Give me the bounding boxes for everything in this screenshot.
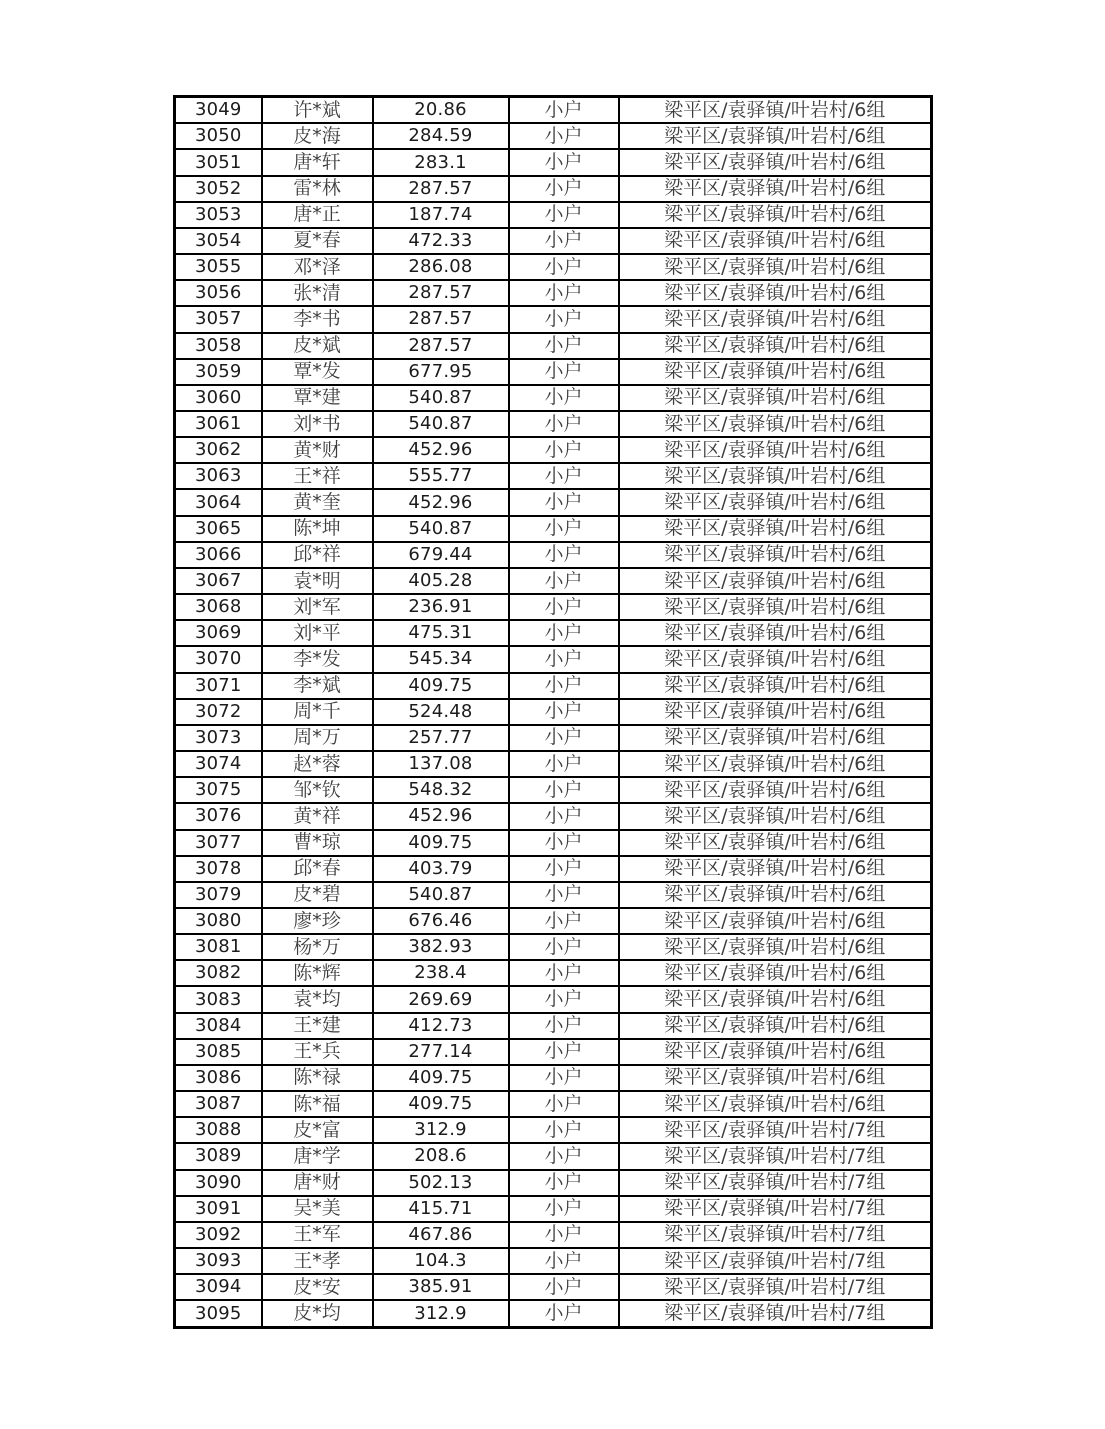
cell-name: 唐*学 [262, 1143, 373, 1169]
cell-household-type: 小户 [509, 620, 619, 646]
cell-area-value: 676.46 [373, 908, 509, 934]
cell-household-type: 小户 [509, 1222, 619, 1248]
cell-area-value: 283.1 [373, 149, 509, 175]
cell-name: 王*兵 [262, 1039, 373, 1065]
cell-household-type: 小户 [509, 280, 619, 306]
cell-name: 皮*均 [262, 1300, 373, 1327]
cell-id: 3062 [175, 437, 262, 463]
cell-area-value: 540.87 [373, 882, 509, 908]
cell-name: 陈*福 [262, 1091, 373, 1117]
cell-id: 3080 [175, 908, 262, 934]
cell-name: 覃*建 [262, 385, 373, 411]
cell-id: 3054 [175, 228, 262, 254]
table-row [175, 1196, 932, 1222]
cell-name: 袁*明 [262, 568, 373, 594]
cell-address: 梁平区/袁驿镇/叶岩村/6组 [619, 777, 932, 803]
cell-id: 3070 [175, 646, 262, 672]
cell-household-type: 小户 [509, 1274, 619, 1300]
cell-household-type: 小户 [509, 830, 619, 856]
cell-id: 3074 [175, 751, 262, 777]
cell-household-type: 小户 [509, 254, 619, 280]
cell-household-type: 小户 [509, 725, 619, 751]
cell-household-type: 小户 [509, 1117, 619, 1143]
table-row [175, 437, 932, 463]
cell-address: 梁平区/袁驿镇/叶岩村/6组 [619, 908, 932, 934]
cell-name: 袁*均 [262, 986, 373, 1012]
cell-household-type: 小户 [509, 856, 619, 882]
cell-household-type: 小户 [509, 777, 619, 803]
table-row [175, 803, 932, 829]
cell-id: 3077 [175, 830, 262, 856]
cell-address: 梁平区/袁驿镇/叶岩村/6组 [619, 1091, 932, 1117]
cell-area-value: 208.6 [373, 1143, 509, 1169]
cell-id: 3063 [175, 463, 262, 489]
cell-household-type: 小户 [509, 1170, 619, 1196]
cell-name: 廖*珍 [262, 908, 373, 934]
cell-name: 陈*辉 [262, 960, 373, 986]
table-row [175, 333, 932, 359]
cell-id: 3095 [175, 1300, 262, 1327]
cell-area-value: 257.77 [373, 725, 509, 751]
cell-name: 李*斌 [262, 673, 373, 699]
cell-id: 3060 [175, 385, 262, 411]
cell-address: 梁平区/袁驿镇/叶岩村/6组 [619, 620, 932, 646]
cell-address: 梁平区/袁驿镇/叶岩村/6组 [619, 463, 932, 489]
cell-address: 梁平区/袁驿镇/叶岩村/6组 [619, 306, 932, 332]
cell-id: 3075 [175, 777, 262, 803]
cell-name: 杨*万 [262, 934, 373, 960]
cell-area-value: 545.34 [373, 646, 509, 672]
cell-id: 3057 [175, 306, 262, 332]
cell-household-type: 小户 [509, 228, 619, 254]
cell-id: 3088 [175, 1117, 262, 1143]
cell-id: 3055 [175, 254, 262, 280]
cell-household-type: 小户 [509, 1143, 619, 1169]
cell-household-type: 小户 [509, 1248, 619, 1274]
table-row [175, 176, 932, 202]
cell-household-type: 小户 [509, 908, 619, 934]
records-table-body [175, 97, 932, 1328]
cell-id: 3085 [175, 1039, 262, 1065]
cell-name: 刘*平 [262, 620, 373, 646]
cell-id: 3081 [175, 934, 262, 960]
cell-area-value: 452.96 [373, 437, 509, 463]
cell-name: 覃*发 [262, 359, 373, 385]
cell-area-value: 382.93 [373, 934, 509, 960]
table-row [175, 934, 932, 960]
table-sheet [173, 95, 933, 1329]
cell-id: 3053 [175, 202, 262, 228]
cell-area-value: 137.08 [373, 751, 509, 777]
cell-address: 梁平区/袁驿镇/叶岩村/7组 [619, 1196, 932, 1222]
cell-address: 梁平区/袁驿镇/叶岩村/6组 [619, 176, 932, 202]
cell-address: 梁平区/袁驿镇/叶岩村/6组 [619, 1013, 932, 1039]
cell-area-value: 403.79 [373, 856, 509, 882]
cell-id: 3051 [175, 149, 262, 175]
cell-name: 周*千 [262, 699, 373, 725]
cell-address: 梁平区/袁驿镇/叶岩村/6组 [619, 751, 932, 777]
cell-address: 梁平区/袁驿镇/叶岩村/6组 [619, 97, 932, 124]
table-row [175, 568, 932, 594]
cell-area-value: 385.91 [373, 1274, 509, 1300]
cell-household-type: 小户 [509, 803, 619, 829]
cell-address: 梁平区/袁驿镇/叶岩村/7组 [619, 1143, 932, 1169]
cell-name: 邓*泽 [262, 254, 373, 280]
table-row [175, 960, 932, 986]
cell-id: 3065 [175, 516, 262, 542]
cell-name: 黄*奎 [262, 489, 373, 515]
cell-name: 赵*蓉 [262, 751, 373, 777]
cell-name: 唐*轩 [262, 149, 373, 175]
table-row [175, 1013, 932, 1039]
cell-name: 王*孝 [262, 1248, 373, 1274]
cell-area-value: 540.87 [373, 516, 509, 542]
table-row [175, 254, 932, 280]
table-row [175, 1039, 932, 1065]
table-row [175, 1117, 932, 1143]
cell-id: 3082 [175, 960, 262, 986]
cell-area-value: 187.74 [373, 202, 509, 228]
cell-household-type: 小户 [509, 673, 619, 699]
cell-name: 唐*财 [262, 1170, 373, 1196]
cell-area-value: 286.08 [373, 254, 509, 280]
cell-household-type: 小户 [509, 385, 619, 411]
cell-household-type: 小户 [509, 489, 619, 515]
cell-name: 王*建 [262, 1013, 373, 1039]
table-row [175, 385, 932, 411]
cell-name: 许*斌 [262, 97, 373, 124]
cell-household-type: 小户 [509, 411, 619, 437]
cell-address: 梁平区/袁驿镇/叶岩村/6组 [619, 568, 932, 594]
table-row [175, 542, 932, 568]
cell-household-type: 小户 [509, 1091, 619, 1117]
cell-area-value: 409.75 [373, 1091, 509, 1117]
cell-address: 梁平区/袁驿镇/叶岩村/6组 [619, 516, 932, 542]
cell-name: 黄*祥 [262, 803, 373, 829]
cell-address: 梁平区/袁驿镇/叶岩村/6组 [619, 803, 932, 829]
cell-id: 3086 [175, 1065, 262, 1091]
cell-address: 梁平区/袁驿镇/叶岩村/6组 [619, 149, 932, 175]
cell-household-type: 小户 [509, 97, 619, 124]
cell-name: 夏*春 [262, 228, 373, 254]
cell-household-type: 小户 [509, 882, 619, 908]
cell-area-value: 238.4 [373, 960, 509, 986]
cell-area-value: 409.75 [373, 673, 509, 699]
cell-address: 梁平区/袁驿镇/叶岩村/6组 [619, 437, 932, 463]
table-row [175, 620, 932, 646]
cell-area-value: 104.3 [373, 1248, 509, 1274]
cell-name: 邱*春 [262, 856, 373, 882]
cell-id: 3079 [175, 882, 262, 908]
cell-household-type: 小户 [509, 1300, 619, 1327]
cell-area-value: 415.71 [373, 1196, 509, 1222]
cell-id: 3093 [175, 1248, 262, 1274]
cell-address: 梁平区/袁驿镇/叶岩村/6组 [619, 359, 932, 385]
table-row [175, 359, 932, 385]
cell-area-value: 467.86 [373, 1222, 509, 1248]
cell-address: 梁平区/袁驿镇/叶岩村/7组 [619, 1274, 932, 1300]
cell-area-value: 548.32 [373, 777, 509, 803]
cell-area-value: 409.75 [373, 830, 509, 856]
cell-name: 皮*安 [262, 1274, 373, 1300]
cell-household-type: 小户 [509, 1039, 619, 1065]
table-row [175, 646, 932, 672]
cell-household-type: 小户 [509, 934, 619, 960]
cell-household-type: 小户 [509, 751, 619, 777]
cell-area-value: 540.87 [373, 385, 509, 411]
cell-address: 梁平区/袁驿镇/叶岩村/6组 [619, 1065, 932, 1091]
table-row [175, 1222, 932, 1248]
cell-address: 梁平区/袁驿镇/叶岩村/6组 [619, 934, 932, 960]
cell-address: 梁平区/袁驿镇/叶岩村/7组 [619, 1300, 932, 1327]
cell-area-value: 236.91 [373, 594, 509, 620]
cell-address: 梁平区/袁驿镇/叶岩村/6组 [619, 594, 932, 620]
table-row [175, 699, 932, 725]
cell-name: 李*发 [262, 646, 373, 672]
cell-name: 陈*禄 [262, 1065, 373, 1091]
cell-name: 曹*琼 [262, 830, 373, 856]
table-row [175, 411, 932, 437]
cell-id: 3066 [175, 542, 262, 568]
cell-address: 梁平区/袁驿镇/叶岩村/6组 [619, 646, 932, 672]
cell-name: 刘*军 [262, 594, 373, 620]
cell-area-value: 277.14 [373, 1039, 509, 1065]
cell-id: 3069 [175, 620, 262, 646]
cell-area-value: 409.75 [373, 1065, 509, 1091]
cell-id: 3078 [175, 856, 262, 882]
table-row [175, 463, 932, 489]
cell-address: 梁平区/袁驿镇/叶岩村/6组 [619, 960, 932, 986]
table-row [175, 777, 932, 803]
cell-household-type: 小户 [509, 1196, 619, 1222]
cell-name: 黄*财 [262, 437, 373, 463]
cell-name: 刘*书 [262, 411, 373, 437]
cell-id: 3061 [175, 411, 262, 437]
cell-household-type: 小户 [509, 646, 619, 672]
cell-id: 3087 [175, 1091, 262, 1117]
cell-household-type: 小户 [509, 437, 619, 463]
table-row [175, 1170, 932, 1196]
cell-id: 3064 [175, 489, 262, 515]
table-row [175, 123, 932, 149]
cell-address: 梁平区/袁驿镇/叶岩村/6组 [619, 542, 932, 568]
table-row [175, 202, 932, 228]
table-row [175, 908, 932, 934]
cell-household-type: 小户 [509, 594, 619, 620]
cell-id: 3050 [175, 123, 262, 149]
cell-address: 梁平区/袁驿镇/叶岩村/6组 [619, 986, 932, 1012]
table-row [175, 594, 932, 620]
cell-household-type: 小户 [509, 542, 619, 568]
cell-name: 皮*富 [262, 1117, 373, 1143]
cell-name: 周*万 [262, 725, 373, 751]
cell-id: 3052 [175, 176, 262, 202]
cell-id: 3068 [175, 594, 262, 620]
cell-household-type: 小户 [509, 986, 619, 1012]
cell-household-type: 小户 [509, 176, 619, 202]
table-row [175, 856, 932, 882]
table-row [175, 489, 932, 515]
cell-id: 3083 [175, 986, 262, 1012]
cell-id: 3084 [175, 1013, 262, 1039]
cell-id: 3067 [175, 568, 262, 594]
cell-address: 梁平区/袁驿镇/叶岩村/6组 [619, 202, 932, 228]
cell-id: 3056 [175, 280, 262, 306]
table-row [175, 280, 932, 306]
cell-address: 梁平区/袁驿镇/叶岩村/6组 [619, 411, 932, 437]
cell-name: 王*军 [262, 1222, 373, 1248]
cell-area-value: 269.69 [373, 986, 509, 1012]
cell-id: 3089 [175, 1143, 262, 1169]
table-row [175, 882, 932, 908]
cell-name: 皮*碧 [262, 882, 373, 908]
cell-name: 皮*海 [262, 123, 373, 149]
cell-name: 陈*坤 [262, 516, 373, 542]
cell-household-type: 小户 [509, 149, 619, 175]
cell-address: 梁平区/袁驿镇/叶岩村/6组 [619, 1039, 932, 1065]
table-row [175, 1091, 932, 1117]
table-row [175, 149, 932, 175]
cell-id: 3071 [175, 673, 262, 699]
cell-name: 李*书 [262, 306, 373, 332]
cell-area-value: 524.48 [373, 699, 509, 725]
cell-area-value: 287.57 [373, 333, 509, 359]
cell-area-value: 555.77 [373, 463, 509, 489]
cell-household-type: 小户 [509, 699, 619, 725]
cell-address: 梁平区/袁驿镇/叶岩村/6组 [619, 699, 932, 725]
cell-id: 3072 [175, 699, 262, 725]
cell-address: 梁平区/袁驿镇/叶岩村/6组 [619, 830, 932, 856]
cell-household-type: 小户 [509, 960, 619, 986]
cell-household-type: 小户 [509, 306, 619, 332]
cell-address: 梁平区/袁驿镇/叶岩村/6组 [619, 254, 932, 280]
cell-id: 3049 [175, 97, 262, 124]
cell-address: 梁平区/袁驿镇/叶岩村/6组 [619, 882, 932, 908]
cell-area-value: 312.9 [373, 1300, 509, 1327]
cell-area-value: 284.59 [373, 123, 509, 149]
cell-area-value: 679.44 [373, 542, 509, 568]
cell-household-type: 小户 [509, 333, 619, 359]
cell-area-value: 312.9 [373, 1117, 509, 1143]
table-row [175, 751, 932, 777]
cell-household-type: 小户 [509, 202, 619, 228]
cell-area-value: 677.95 [373, 359, 509, 385]
cell-name: 王*祥 [262, 463, 373, 489]
table-row [175, 306, 932, 332]
cell-id: 3073 [175, 725, 262, 751]
cell-address: 梁平区/袁驿镇/叶岩村/6组 [619, 489, 932, 515]
cell-address: 梁平区/袁驿镇/叶岩村/6组 [619, 228, 932, 254]
table-row [175, 725, 932, 751]
cell-address: 梁平区/袁驿镇/叶岩村/6组 [619, 280, 932, 306]
cell-area-value: 287.57 [373, 280, 509, 306]
cell-household-type: 小户 [509, 568, 619, 594]
table-row [175, 673, 932, 699]
cell-id: 3076 [175, 803, 262, 829]
cell-name: 邱*祥 [262, 542, 373, 568]
cell-area-value: 412.73 [373, 1013, 509, 1039]
table-row [175, 228, 932, 254]
cell-id: 3094 [175, 1274, 262, 1300]
cell-address: 梁平区/袁驿镇/叶岩村/6组 [619, 725, 932, 751]
table-row [175, 1248, 932, 1274]
cell-id: 3059 [175, 359, 262, 385]
cell-name: 唐*正 [262, 202, 373, 228]
cell-area-value: 287.57 [373, 176, 509, 202]
cell-address: 梁平区/袁驿镇/叶岩村/7组 [619, 1170, 932, 1196]
table-row [175, 516, 932, 542]
cell-area-value: 502.13 [373, 1170, 509, 1196]
cell-name: 皮*斌 [262, 333, 373, 359]
cell-area-value: 540.87 [373, 411, 509, 437]
cell-name: 张*清 [262, 280, 373, 306]
cell-id: 3090 [175, 1170, 262, 1196]
cell-area-value: 287.57 [373, 306, 509, 332]
table-row [175, 1065, 932, 1091]
cell-household-type: 小户 [509, 1013, 619, 1039]
cell-address: 梁平区/袁驿镇/叶岩村/7组 [619, 1117, 932, 1143]
cell-address: 梁平区/袁驿镇/叶岩村/6组 [619, 673, 932, 699]
records-table [173, 95, 933, 1329]
cell-address: 梁平区/袁驿镇/叶岩村/7组 [619, 1248, 932, 1274]
cell-household-type: 小户 [509, 516, 619, 542]
cell-area-value: 452.96 [373, 803, 509, 829]
table-row [175, 1274, 932, 1300]
cell-address: 梁平区/袁驿镇/叶岩村/6组 [619, 333, 932, 359]
cell-household-type: 小户 [509, 359, 619, 385]
cell-id: 3092 [175, 1222, 262, 1248]
cell-name: 吴*美 [262, 1196, 373, 1222]
cell-area-value: 472.33 [373, 228, 509, 254]
cell-address: 梁平区/袁驿镇/叶岩村/6组 [619, 123, 932, 149]
cell-household-type: 小户 [509, 463, 619, 489]
cell-id: 3091 [175, 1196, 262, 1222]
table-row [175, 830, 932, 856]
cell-area-value: 20.86 [373, 97, 509, 124]
cell-address: 梁平区/袁驿镇/叶岩村/6组 [619, 856, 932, 882]
cell-household-type: 小户 [509, 123, 619, 149]
table-row [175, 97, 932, 124]
cell-area-value: 475.31 [373, 620, 509, 646]
table-row [175, 1143, 932, 1169]
cell-area-value: 405.28 [373, 568, 509, 594]
cell-address: 梁平区/袁驿镇/叶岩村/6组 [619, 385, 932, 411]
table-row [175, 1300, 932, 1327]
table-row [175, 986, 932, 1012]
cell-address: 梁平区/袁驿镇/叶岩村/7组 [619, 1222, 932, 1248]
cell-name: 邹*钦 [262, 777, 373, 803]
cell-household-type: 小户 [509, 1065, 619, 1091]
cell-id: 3058 [175, 333, 262, 359]
cell-area-value: 452.96 [373, 489, 509, 515]
cell-name: 雷*林 [262, 176, 373, 202]
